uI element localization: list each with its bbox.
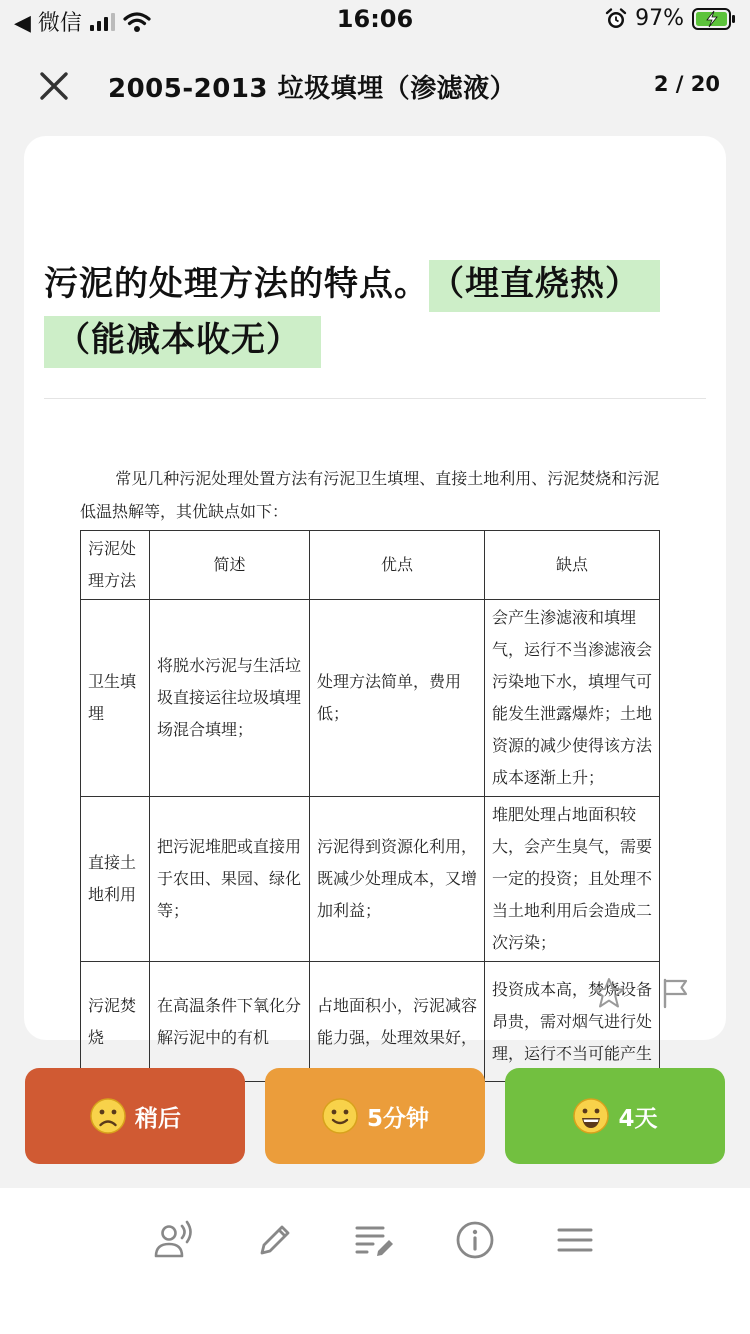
status-left xyxy=(14,6,151,37)
hint-highlight-1: （埋直烧热） xyxy=(429,260,660,312)
deck-header xyxy=(0,50,750,120)
table-cell: 堆肥处理占地面积较大，会产生臭气，需要一定的投资；且处理不当土地利用后会造成二次污染； xyxy=(485,797,660,962)
flashcard xyxy=(24,136,726,1063)
deck-title: 2005-2013 垃圾填埋（渗滤液） xyxy=(108,74,517,104)
edit-list-icon[interactable] xyxy=(353,1218,397,1262)
cellular-signal-icon xyxy=(90,13,115,31)
table-header-cell: 缺点 xyxy=(485,531,660,600)
table-cell: 直接土地利用 xyxy=(81,797,150,962)
later-label: 稍后 xyxy=(135,1105,181,1132)
document-intro: 常见几种污泥处理处置方法有污泥卫生填埋、直接土地利用、污泥焚烧和污泥低温热解等，其优缺点如下： xyxy=(80,469,660,521)
flag-icon[interactable] xyxy=(658,976,692,1010)
info-icon[interactable] xyxy=(453,1218,497,1262)
table-cell: 在高温条件下氧化分解污泥中的有机 xyxy=(150,962,310,1082)
four-days-label: 4天 xyxy=(618,1105,658,1132)
comparison-table xyxy=(80,530,660,1082)
grin-face-icon xyxy=(572,1097,610,1135)
sad-face-icon xyxy=(89,1097,127,1135)
hint-highlight-2: （能减本收无） xyxy=(44,316,321,368)
table-header-cell: 优点 xyxy=(310,531,485,600)
status-right xyxy=(605,6,736,31)
battery-percent: 97% xyxy=(635,6,684,31)
read-aloud-icon[interactable] xyxy=(152,1218,196,1262)
wifi-icon xyxy=(123,11,151,33)
table-row xyxy=(81,797,660,962)
close-button[interactable] xyxy=(34,66,74,106)
status-bar xyxy=(0,0,750,40)
five-minutes-label: 5分钟 xyxy=(366,1105,429,1132)
answer-buttons xyxy=(0,1068,750,1164)
table-row xyxy=(81,962,660,1082)
table-header-cell: 简述 xyxy=(150,531,310,600)
table-cell: 会产生渗滤液和填埋气，运行不当渗滤液会污染地下水，填埋气可能发生泄露爆炸；土地资源的减少使得该方法成本逐渐上升； xyxy=(485,600,660,797)
star-icon[interactable] xyxy=(592,976,626,1010)
answer-document-image xyxy=(80,462,680,1082)
later-button[interactable] xyxy=(25,1068,245,1164)
card-counter: 2 / 20 xyxy=(653,72,720,96)
table-cell: 投资成本高，焚烧设备昂贵，需对烟气进行处理，运行不当可能产生 xyxy=(485,962,660,1082)
table-cell: 污泥得到资源化利用，既减少处理成本，又增加利益； xyxy=(310,797,485,962)
table-cell: 污泥焚烧 xyxy=(81,962,150,1082)
table-cell: 将脱水污泥与生活垃圾直接运往垃圾填埋场混合填埋； xyxy=(150,600,310,797)
question xyxy=(44,256,708,368)
battery-charging-icon xyxy=(692,8,736,30)
smile-face-icon xyxy=(321,1097,359,1135)
table-row xyxy=(81,600,660,797)
alarm-icon xyxy=(605,8,627,30)
five-minutes-button[interactable] xyxy=(265,1068,485,1164)
four-days-button[interactable] xyxy=(505,1068,725,1164)
table-cell: 占地面积小，污泥减容能力强，处理效果好， xyxy=(310,962,485,1082)
menu-icon[interactable] xyxy=(553,1218,597,1262)
table-cell: 把污泥堆肥或直接用于农田、果园、绿化等； xyxy=(150,797,310,962)
table-header-row xyxy=(81,531,660,600)
status-time: 16:06 xyxy=(336,5,414,33)
table-header-cell: 污泥处理方法 xyxy=(81,531,150,600)
table-cell: 卫生填埋 xyxy=(81,600,150,797)
back-to-app-link[interactable]: ◀ 微信 xyxy=(14,11,82,36)
bottom-toolbar xyxy=(0,1188,750,1334)
question-text: 污泥的处理方法的特点。 xyxy=(44,264,429,304)
card-divider xyxy=(44,398,706,399)
table-cell: 处理方法简单，费用低； xyxy=(310,600,485,797)
edit-pencil-icon[interactable] xyxy=(253,1218,297,1262)
